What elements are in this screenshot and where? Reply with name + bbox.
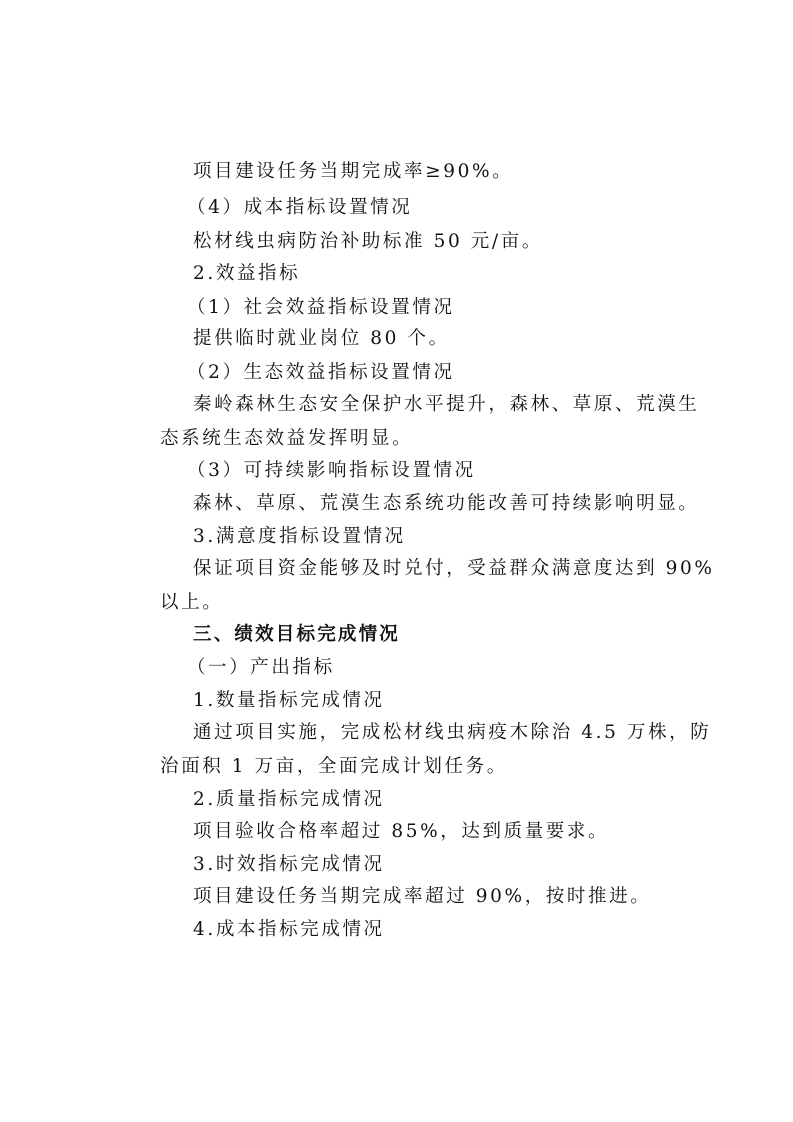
paragraph-line: 项目验收合格率超过 85%，达到质量要求。 <box>193 821 610 842</box>
subheading: （2）生态效益指标设置情况 <box>187 362 455 383</box>
subheading: （4）成本指标设置情况 <box>187 197 413 218</box>
section-heading: 4.成本指标完成情况 <box>193 919 385 940</box>
paragraph-line: 以上。 <box>160 592 224 613</box>
section-heading: 1.数量指标完成情况 <box>193 690 385 711</box>
paragraph-line: 松材线虫病防治补助标准 50 元/亩。 <box>193 231 543 252</box>
chapter-heading: 三、绩效目标完成情况 <box>193 624 401 645</box>
paragraph-line: 森林、草原、荒漠生态系统功能改善可持续影响明显。 <box>193 493 700 514</box>
subheading: （3）可持续影响指标设置情况 <box>187 460 476 481</box>
section-heading: 3.时效指标完成情况 <box>193 854 385 875</box>
paragraph-line: 秦岭森林生态安全保护水平提升，森林、草原、荒漠生 <box>193 394 700 415</box>
section-heading: 3.满意度指标设置情况 <box>193 526 406 547</box>
section-heading: 2.质量指标完成情况 <box>193 789 385 810</box>
subheading: （一）产出指标 <box>187 657 335 678</box>
paragraph-line: 提供临时就业岗位 80 个。 <box>193 328 450 349</box>
paragraph-line: 项目建设任务当期完成率超过 90%，按时推进。 <box>193 886 652 907</box>
paragraph-line: 态系统生态效益发挥明显。 <box>160 428 414 449</box>
paragraph-line: 保证项目资金能够及时兑付，受益群众满意度达到 90% <box>193 558 715 579</box>
section-heading: 2.效益指标 <box>193 263 301 284</box>
subheading: （1）社会效益指标设置情况 <box>187 297 455 318</box>
paragraph-line: 治面积 1 万亩，全面完成计划任务。 <box>160 756 508 777</box>
paragraph-line: 通过项目实施，完成松材线虫病疫木除治 4.5 万株，防 <box>193 722 712 743</box>
paragraph-line: 项目建设任务当期完成率≥90%。 <box>193 161 514 182</box>
